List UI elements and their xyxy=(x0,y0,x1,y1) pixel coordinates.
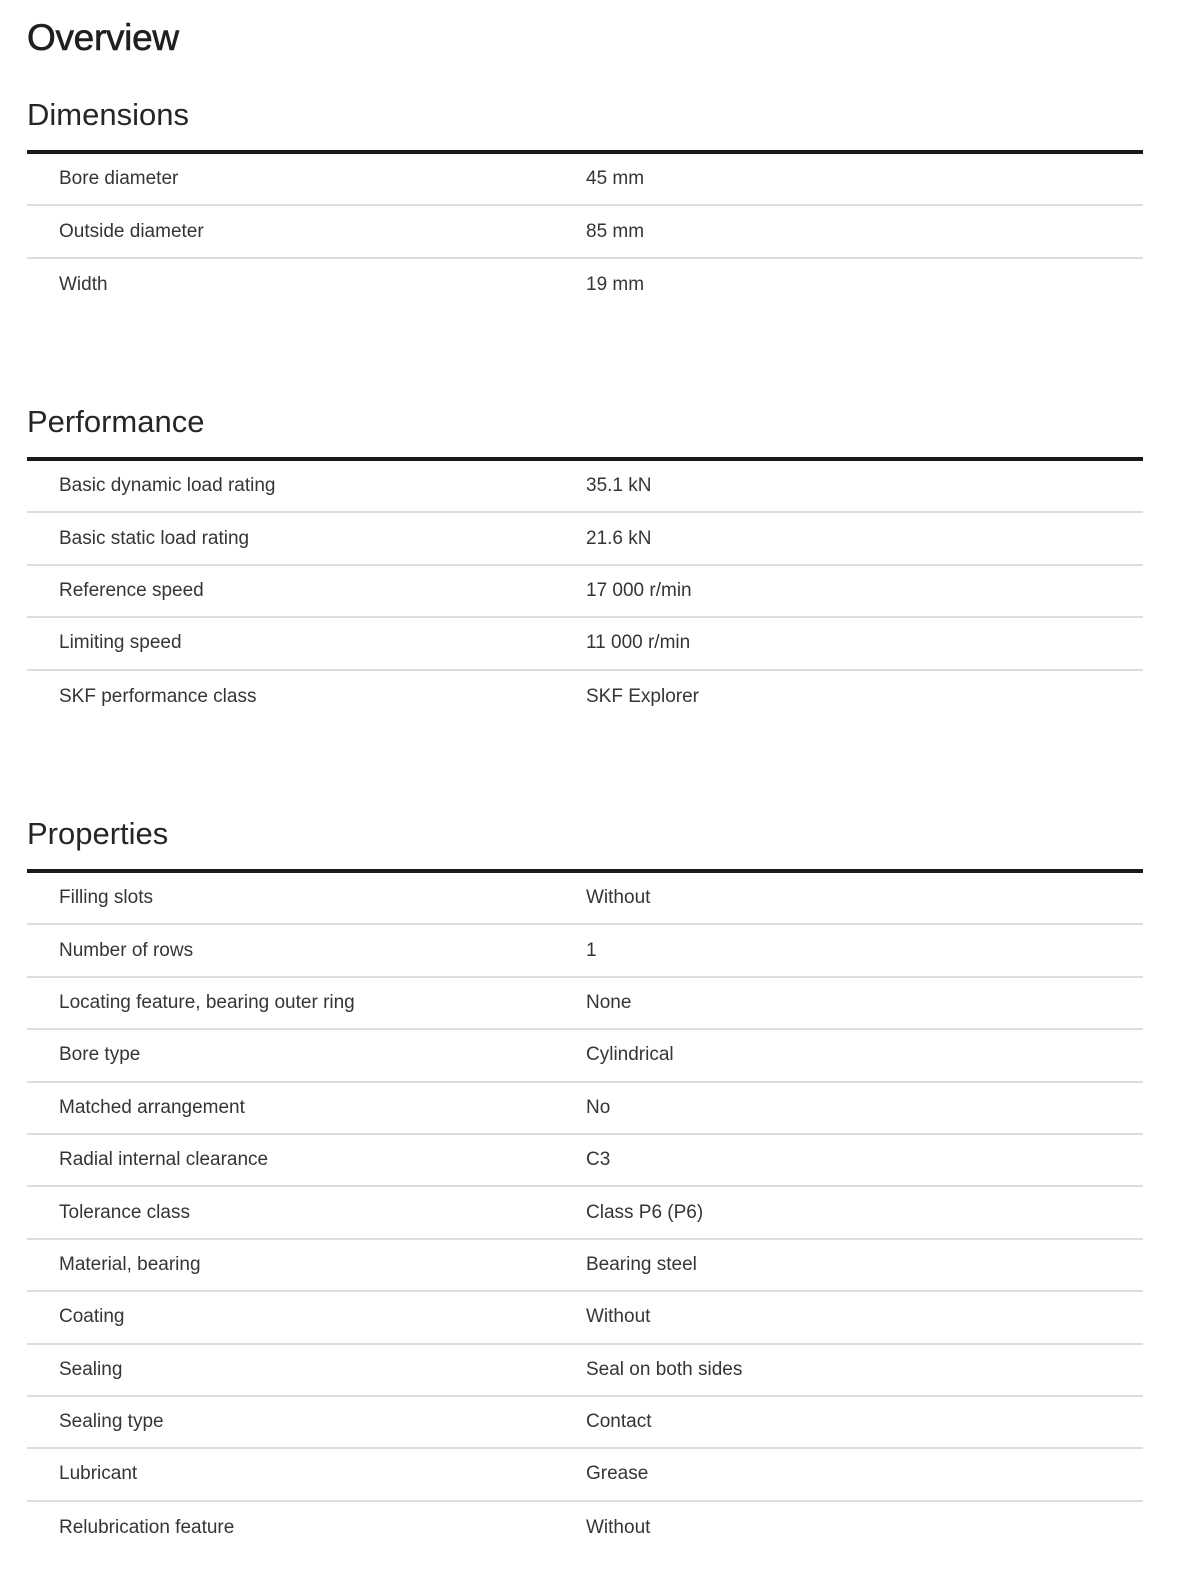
spec-label: Matched arrangement xyxy=(59,1096,245,1118)
spec-label: Sealing type xyxy=(59,1411,164,1433)
spec-label: Locating feature, bearing outer ring xyxy=(59,991,355,1013)
spec-label: Coating xyxy=(59,1306,125,1328)
table-row xyxy=(27,1030,1143,1082)
spec-label: Relubrication feature xyxy=(59,1516,235,1538)
spec-value: 45 mm xyxy=(586,168,645,190)
section-title: Performance xyxy=(27,404,205,439)
spec-label: Filling slots xyxy=(59,887,153,909)
spec-label: SKF performance class xyxy=(59,685,257,707)
spec-value: Bearing steel xyxy=(586,1253,697,1275)
table-row xyxy=(27,154,1143,206)
table-row xyxy=(27,925,1143,977)
spec-label: Radial internal clearance xyxy=(59,1149,269,1171)
table-row xyxy=(27,461,1143,513)
spec-label: Tolerance class xyxy=(59,1201,190,1223)
properties-section xyxy=(27,814,1143,1554)
spec-label: Bore type xyxy=(59,1044,141,1066)
spec-value: 85 mm xyxy=(586,220,645,242)
table-row xyxy=(27,1187,1143,1239)
section-title: Dimensions xyxy=(27,97,189,132)
table-row xyxy=(27,566,1143,618)
spec-label: Sealing xyxy=(59,1358,123,1380)
table-row xyxy=(27,873,1143,925)
table-row xyxy=(27,513,1143,565)
spec-label: Material, bearing xyxy=(59,1253,201,1275)
spec-value: No xyxy=(586,1096,611,1118)
table-row xyxy=(27,1135,1143,1187)
spec-value: Contact xyxy=(586,1411,652,1433)
table-row xyxy=(27,259,1143,311)
table-row xyxy=(27,978,1143,1030)
table-row xyxy=(27,1502,1143,1554)
table-row xyxy=(27,1345,1143,1397)
dimensions-section xyxy=(27,95,1143,311)
table-row xyxy=(27,1292,1143,1344)
spec-value: 35.1 kN xyxy=(586,475,652,497)
spec-value: 11 000 r/min xyxy=(586,632,691,654)
spec-label: Limiting speed xyxy=(59,632,182,654)
spec-label: Lubricant xyxy=(59,1463,138,1485)
spec-value: C3 xyxy=(586,1149,611,1171)
spec-value: 17 000 r/min xyxy=(586,579,692,601)
spec-value: Seal on both sides xyxy=(586,1358,743,1380)
spec-value: Without xyxy=(586,887,651,909)
spec-value: 21.6 kN xyxy=(586,527,652,549)
table-row xyxy=(27,618,1143,670)
spec-value: Cylindrical xyxy=(586,1044,674,1066)
spec-value: Without xyxy=(586,1306,651,1328)
table-row xyxy=(27,671,1143,723)
spec-value: Grease xyxy=(586,1463,649,1485)
table-row xyxy=(27,1083,1143,1135)
spec-value: None xyxy=(586,991,632,1013)
performance-table xyxy=(27,457,1143,723)
spec-label: Reference speed xyxy=(59,579,204,601)
performance-section xyxy=(27,402,1143,723)
spec-label: Basic dynamic load rating xyxy=(59,475,276,497)
spec-value: Class P6 (P6) xyxy=(586,1201,704,1223)
page-title: Overview xyxy=(27,17,179,58)
section-title: Properties xyxy=(27,816,169,851)
table-row xyxy=(27,1240,1143,1292)
spec-label: Basic static load rating xyxy=(59,527,250,549)
spec-value: SKF Explorer xyxy=(586,685,699,707)
spec-value: 19 mm xyxy=(586,273,645,295)
spec-label: Number of rows xyxy=(59,939,194,961)
table-row xyxy=(27,206,1143,258)
spec-label: Bore diameter xyxy=(59,168,179,190)
table-row xyxy=(27,1449,1143,1501)
properties-table xyxy=(27,869,1143,1554)
spec-label: Width xyxy=(59,273,108,295)
spec-value: Without xyxy=(586,1516,651,1538)
spec-value: 1 xyxy=(586,939,597,961)
table-row xyxy=(27,1397,1143,1449)
dimensions-table xyxy=(27,150,1143,311)
spec-label: Outside diameter xyxy=(59,220,204,242)
